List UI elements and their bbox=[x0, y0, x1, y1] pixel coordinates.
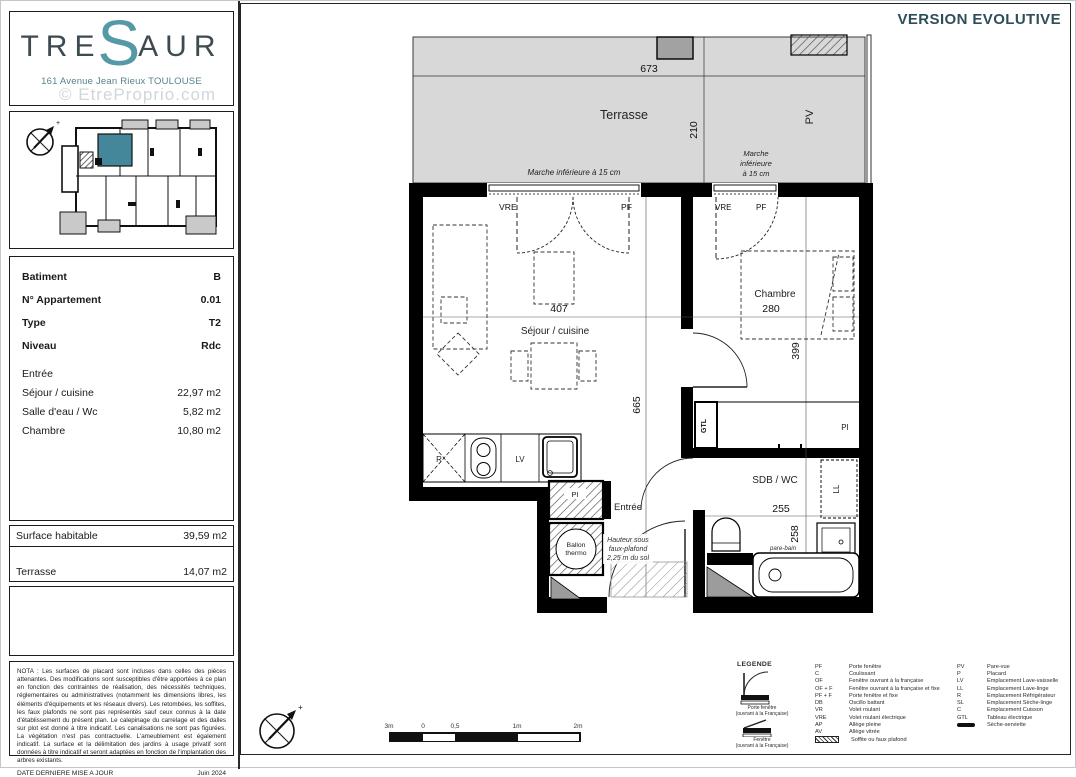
legend-abbr: DB bbox=[815, 700, 823, 707]
label-ballon-1: Ballon bbox=[566, 542, 586, 549]
legend-abbr: AV bbox=[815, 729, 823, 736]
legend-label: Fenêtre ouvrant à la française bbox=[849, 678, 924, 685]
info-label: Batiment bbox=[22, 271, 67, 283]
info-value: 0.01 bbox=[200, 294, 221, 306]
legend-label: Sèche-serviette bbox=[987, 722, 1026, 729]
legend-row bbox=[957, 692, 1067, 699]
legend-row bbox=[957, 714, 1067, 721]
terrace-area bbox=[413, 35, 871, 185]
legend-abbr: P bbox=[957, 670, 961, 677]
note-marche2-l2: inférieure bbox=[740, 159, 772, 168]
legend-title: LEGENDE bbox=[737, 661, 772, 668]
tag-pv: PV bbox=[804, 109, 816, 125]
label-ballon-2: thermo bbox=[565, 550, 587, 557]
legend-label: Emplacement Réfrigérateur bbox=[987, 692, 1056, 699]
dim-terrace-depth: 210 bbox=[688, 121, 700, 139]
window-sejour bbox=[487, 183, 641, 212]
legend-abbr: VR bbox=[815, 707, 823, 714]
legend-label: Pare-vue bbox=[987, 663, 1010, 670]
compass-main-icon bbox=[249, 699, 309, 757]
surface-habitable-panel bbox=[9, 525, 234, 547]
duct-triangle-left bbox=[551, 577, 581, 599]
legend-abbr: C bbox=[815, 670, 820, 677]
tag-r-fridge: R bbox=[436, 455, 442, 464]
dim-chambre-depth: 399 bbox=[790, 342, 802, 360]
entry-closets bbox=[549, 481, 603, 575]
tag-pi-entry: PI bbox=[571, 490, 579, 499]
duct-triangle-right bbox=[707, 567, 753, 597]
entry-floor-hatch bbox=[611, 562, 687, 597]
legend-row bbox=[957, 699, 1067, 706]
legend-panel bbox=[731, 659, 1067, 751]
tag-ll-washer: LL bbox=[832, 484, 841, 494]
legend-label: Coulissant bbox=[849, 670, 876, 677]
area-label: Séjour / cuisine bbox=[22, 387, 94, 399]
legend-window-label: Fenêtre (ouvrant à la Française) bbox=[735, 737, 789, 750]
info-row bbox=[22, 340, 221, 352]
tag-gtl: GTL bbox=[701, 419, 708, 433]
legend-abbr: LL bbox=[957, 685, 964, 692]
tag-vre-sejour: VRE bbox=[499, 202, 517, 212]
legend-row bbox=[957, 663, 1067, 670]
legend-abbr: PF + F bbox=[815, 692, 832, 699]
legend-label: Emplacement Lave-vaisselle bbox=[987, 678, 1059, 685]
room-label-entree: Entrée bbox=[614, 502, 642, 513]
legend-label: Placard bbox=[987, 670, 1006, 677]
dim-terrace-width: 673 bbox=[640, 63, 658, 75]
terrace-pillar bbox=[657, 37, 693, 59]
scale-bar bbox=[384, 723, 583, 745]
legend-label: Oscillo battant bbox=[849, 700, 885, 707]
legend-abbr: C bbox=[957, 707, 962, 714]
unit-info-panel bbox=[9, 256, 234, 521]
tag-lv-dishwasher: LV bbox=[515, 455, 525, 464]
sejour-furniture bbox=[433, 225, 596, 389]
legend-abbr: SL bbox=[957, 700, 964, 707]
room-label-sdb: SDB / WC bbox=[752, 475, 798, 486]
siteplan-panel bbox=[9, 111, 234, 249]
tag-pf-sejour: PF bbox=[621, 202, 632, 212]
legend-label: Emplacement Sèche-linge bbox=[987, 700, 1053, 707]
info-row bbox=[22, 271, 221, 283]
legend-door-label: Porte fenêtre (ouvrant à la Française) bbox=[735, 705, 789, 718]
info-row bbox=[22, 294, 221, 306]
area-label: Chambre bbox=[22, 425, 66, 437]
dim-sdb-width: 255 bbox=[772, 503, 790, 515]
scale-bar-segments bbox=[389, 732, 581, 742]
note-hsfp-2: faux-plafond bbox=[608, 546, 648, 553]
legend-abbr: OF + F bbox=[815, 685, 833, 692]
scale-tick: 2m bbox=[573, 723, 583, 730]
area-value: 10,80 m2 bbox=[177, 425, 221, 437]
area-value: 5,82 m2 bbox=[183, 406, 221, 418]
siteplan-minimap bbox=[10, 112, 231, 246]
info-label: Type bbox=[22, 317, 46, 329]
room-area-rows bbox=[22, 368, 221, 437]
room-label-terrasse: Terrasse bbox=[600, 108, 648, 122]
nota-text: NOTA : Les surfaces de placard sont incluses dans celles des pièces attenantes. Des modifications sont susceptibles d'être apportées à ce plan en fonction des contraintes de réalisation, des nécessités techniques, réglementaires ou administratives (notamment les dimensions libres, les éléments d'équipements et les réseaux divers). Les retombées, les soffites, les faux plafonds ne sont pas représentés sauf ceux connus à la date d'établissement du présent plan. Le calepinage du carrelage et des dalles sur plot est donné à titre indicatif. Les canalisations ne sont pas figurées. La végétation n'est pas contractuelle. L'ameublement est également indicatif. La surface et la délimitation des jardins à usage privatif sont données à titre indicatif et seront adaptées en fonction de l'implantation des arbres existants. bbox=[17, 668, 226, 765]
legend-row bbox=[957, 707, 1067, 714]
brand-text-post: AUR bbox=[138, 30, 223, 63]
legend-row bbox=[815, 729, 983, 736]
terrasse-total-value: 14,07 m2 bbox=[183, 566, 227, 578]
tag-vre-chambre: VRE bbox=[715, 203, 732, 212]
area-value: 22,97 m2 bbox=[177, 387, 221, 399]
room-label-chambre: Chambre bbox=[754, 289, 796, 300]
info-value: B bbox=[213, 271, 221, 283]
dim-sejour-width: 407 bbox=[550, 303, 568, 315]
kitchen-counter bbox=[423, 434, 581, 482]
brand-letter-s: S bbox=[97, 7, 141, 79]
date-update-label: DATE DERNIERE MISE A JOUR bbox=[17, 769, 114, 777]
legend-abbr: PF bbox=[815, 663, 823, 670]
legend-row bbox=[957, 678, 1067, 685]
legend-abbr: R bbox=[957, 692, 962, 699]
legend-label: Porte fenêtre bbox=[849, 663, 882, 670]
area-row bbox=[22, 425, 221, 437]
legend-right-column bbox=[957, 663, 1067, 729]
highlighted-unit bbox=[98, 134, 132, 166]
brand-address: 161 Avenue Jean Rieux TOULOUSE bbox=[41, 76, 202, 87]
info-value: T2 bbox=[208, 317, 221, 329]
legend-abbr: GTL bbox=[957, 714, 968, 721]
room-label-sejour: Séjour / cuisine bbox=[520, 326, 590, 337]
area-label: Salle d'eau / Wc bbox=[22, 406, 98, 418]
compass-icon bbox=[27, 120, 60, 155]
legend-label: Emplacement Lave-linge bbox=[987, 685, 1049, 692]
note-hsfp-1: Hauteur sous bbox=[607, 537, 649, 544]
window-chambre bbox=[712, 183, 778, 212]
empty-panel bbox=[9, 586, 234, 656]
tag-pi-chambre: PI bbox=[841, 423, 849, 432]
legend-abbr: PV bbox=[957, 663, 965, 670]
unit-info-rows bbox=[22, 271, 221, 352]
legend-label: Volet roulant bbox=[849, 707, 881, 714]
date-update-value: Juin 2024 bbox=[197, 769, 226, 777]
dim-apartment-depth: 665 bbox=[631, 396, 643, 414]
scale-tick: 0,5 bbox=[450, 723, 460, 730]
svg-text:+: + bbox=[298, 703, 303, 712]
legend-abbr bbox=[815, 736, 839, 744]
legend-label: Volet roulant électrique bbox=[849, 714, 906, 721]
surface-habitable-label: Surface habitable bbox=[16, 530, 98, 542]
info-row bbox=[22, 317, 221, 329]
area-row bbox=[22, 406, 221, 418]
legend-label: Porte fenêtre et fixe bbox=[849, 692, 898, 699]
scale-tick: 3m bbox=[384, 723, 394, 730]
info-label: Niveau bbox=[22, 340, 57, 352]
legend-door-icon bbox=[739, 671, 773, 705]
legend-label: Emplacement Cuisson bbox=[987, 707, 1043, 714]
legend-label: Fenêtre ouvrant à la française et fixe bbox=[849, 685, 940, 692]
area-label: Entrée bbox=[22, 368, 53, 380]
scale-bar-ticks bbox=[384, 723, 583, 732]
version-label: VERSION EVOLUTIVE bbox=[897, 11, 1061, 28]
legend-abbr: OF bbox=[815, 678, 823, 685]
legend-abbr: VRE bbox=[815, 714, 827, 721]
legend-label: Allège pleine bbox=[849, 722, 882, 729]
note-pare-bain: pare-bain bbox=[769, 545, 797, 552]
legend-row bbox=[957, 670, 1067, 677]
svg-text:+: + bbox=[56, 120, 61, 127]
towel-radiator-icon bbox=[775, 444, 805, 456]
area-row bbox=[22, 387, 221, 399]
watermark: © EtreProprio.com bbox=[59, 85, 217, 104]
legend-label: Soffite ou faux plafond bbox=[851, 736, 907, 743]
legend-abbr: LV bbox=[957, 678, 964, 685]
legend-row bbox=[957, 685, 1067, 692]
legend-label: Allège vitrée bbox=[849, 729, 880, 736]
dim-sdb-depth: 258 bbox=[789, 525, 801, 543]
note-marche2-l3: à 15 cm bbox=[742, 169, 770, 178]
terrasse-total-panel bbox=[9, 546, 234, 582]
legend-abbr: AP bbox=[815, 722, 823, 729]
note-marche2-l1: Marche bbox=[743, 149, 769, 158]
brand-text-pre: TRE bbox=[20, 30, 102, 63]
building-outline bbox=[62, 128, 216, 226]
legend-row bbox=[815, 736, 983, 743]
legend-label: Tableau électrique bbox=[987, 714, 1033, 721]
scale-tick: 1m bbox=[512, 723, 522, 730]
floor-plan bbox=[409, 29, 873, 629]
info-label: N° Appartement bbox=[22, 294, 102, 306]
legend-row bbox=[957, 721, 1067, 728]
surface-habitable-value: 39,59 m2 bbox=[183, 530, 227, 542]
legend-abbr bbox=[957, 723, 975, 727]
note-marche: Marche inférieure à 15 cm bbox=[527, 168, 621, 177]
note-hsfp-3: 2,25 m du sol bbox=[606, 555, 650, 562]
legend-window-icon bbox=[741, 719, 773, 737]
terrasse-total-label: Terrasse bbox=[16, 566, 57, 578]
nota-panel bbox=[9, 661, 234, 777]
dim-chambre-width: 280 bbox=[762, 303, 780, 315]
scale-tick: 0 bbox=[421, 723, 425, 730]
tag-pf-chambre: PF bbox=[756, 203, 767, 212]
info-value: Rdc bbox=[201, 340, 221, 352]
area-row bbox=[22, 368, 221, 380]
brand-logo bbox=[10, 7, 233, 80]
soffit-hatch bbox=[791, 35, 847, 55]
